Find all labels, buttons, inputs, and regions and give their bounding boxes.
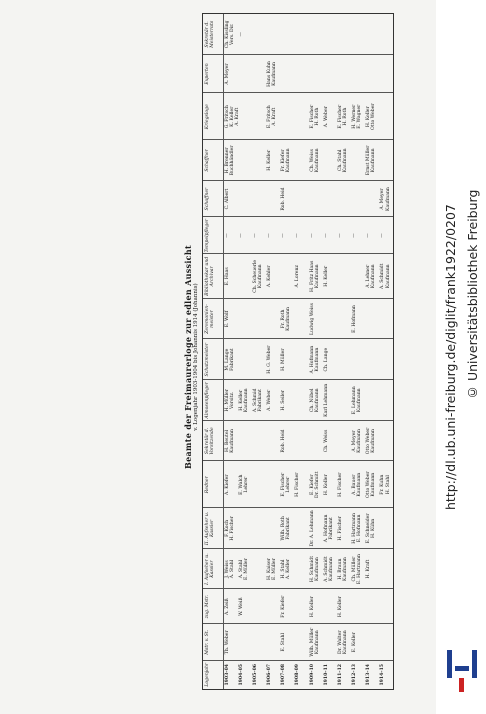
table-cell (352, 15, 364, 54)
table-cell: — (238, 233, 244, 238)
table-cell (253, 141, 265, 180)
table-cell: — (238, 32, 244, 37)
column-divider (203, 507, 393, 508)
table-cell (352, 182, 364, 217)
table-cell: Otto Weber Kaufmann (366, 471, 377, 498)
table-cell: Dr. A. Lehmann (309, 510, 315, 547)
table-cell: H. Müller Vorsitz. (224, 389, 235, 412)
table-cell (338, 340, 350, 379)
table-cell (253, 462, 265, 507)
table-cell: H. Keller (323, 474, 329, 496)
table-cell: A. Hofmann Fabrikant (323, 514, 334, 543)
column-header: Bibliothekar und Archivar (205, 256, 216, 296)
column-header: zug. Mstr. (205, 595, 210, 619)
table-cell (380, 94, 392, 139)
table-cell: A. Schmidt Kaufmann (380, 263, 391, 290)
table-cell (324, 300, 336, 339)
table-cell: — (281, 233, 287, 238)
table-cell: — (352, 233, 357, 238)
table-cell (267, 590, 279, 623)
table-cell (295, 422, 307, 461)
table-cell: A. Hofmann Kaufmann (309, 345, 320, 374)
column-divider (203, 54, 393, 55)
row-year-cell: 1905–06 (252, 664, 258, 686)
table-cell (239, 141, 251, 180)
table-cell (253, 625, 265, 660)
row-year-cell: 1911–12 (337, 664, 343, 686)
table-cell (295, 509, 307, 548)
table-cell (310, 422, 322, 461)
row-year-cell: 1904–05 (238, 664, 244, 686)
table-cell: — (252, 233, 258, 238)
table-cell: E. Keller (352, 632, 357, 653)
table-cell: E. Fischer H. Roth (309, 104, 320, 129)
column-divider (203, 623, 393, 624)
column-header: Kriegsloge (205, 104, 210, 130)
table-cell (267, 182, 279, 217)
table-cell (295, 141, 307, 180)
table-cell: E. Stahl (281, 633, 287, 652)
table-cell (338, 182, 350, 217)
table-cell (253, 182, 265, 217)
table-cell (239, 56, 251, 93)
logo-bar-right (472, 650, 477, 678)
column-header: Almosenpfleger (205, 382, 210, 419)
table-cell: Ludwig Weiss (309, 302, 315, 335)
column-divider (203, 253, 393, 254)
table-cell: H. Brenner Buchhändler (224, 145, 235, 176)
table-cell: H. G. Weber (267, 345, 272, 374)
table-cell: E. Walch Lehrer (238, 474, 249, 495)
table-cell (310, 15, 322, 54)
table-cell (324, 141, 336, 180)
table-cell: A. Schmid Fabrikant (252, 388, 264, 413)
table-cell (253, 422, 265, 461)
table-cell (239, 255, 251, 298)
table-cell: H. Fischer (337, 472, 343, 497)
table-cell (239, 509, 251, 548)
ub-freiburg-logo (445, 648, 479, 694)
table-cell (380, 141, 392, 180)
column-header: Schaffner (205, 149, 210, 172)
column-divider (203, 589, 393, 590)
logo-bar-middle (455, 666, 469, 671)
table-cell: — (267, 233, 272, 238)
table-cell (310, 56, 322, 93)
table-cell: H. Hartmann E. Hofmann (352, 513, 363, 544)
table-cell: A. Bauer Kaufmann (352, 472, 363, 497)
logo-bar-red (459, 678, 464, 692)
table-cell: F. Koch H. Fischer (224, 516, 235, 541)
table-cell (366, 182, 378, 217)
table-cell (310, 182, 322, 217)
row-year-cell: 1908–09 (295, 664, 301, 686)
table-cell: — (295, 233, 301, 238)
table-cell: Fr. Kiefer (281, 595, 287, 618)
table-cell (352, 590, 364, 623)
column-header: Tempelpfleger (205, 218, 210, 253)
column-header: Sekretär d. Meisterrats (205, 20, 216, 48)
table-cell: Rob. Heid (281, 429, 287, 453)
table-cell: E. Fischer H. Roth (337, 104, 349, 129)
table-cell (253, 56, 265, 93)
table-cell: A. Kiefer (224, 474, 230, 495)
table-cell (324, 56, 336, 93)
table-cell (366, 590, 378, 623)
table-cell (324, 590, 336, 623)
table-cell: A. Stahl E. Müller (238, 558, 249, 580)
table-cell: E. Fritsch A. Kraft (267, 105, 278, 129)
table-cell (281, 255, 293, 298)
table-cell (366, 625, 378, 660)
column-header: Logenjahr (205, 662, 210, 687)
table-cell: Fr. Kuhn H. Stahl (380, 474, 391, 495)
footer-url[interactable]: http://dl.ub.uni-freiburg.de/diglit/frank1922/0207 (443, 204, 458, 510)
document-subtitle: v. Logenjahr 1903-1904 bis Johannis 1914 (Johannis) (193, 283, 199, 431)
table-cell: H. Fischer (337, 516, 343, 541)
table-cell: A. Lehner Kaufmann (366, 264, 377, 289)
table-cell (324, 15, 336, 54)
column-header: Schatzmeister (205, 342, 210, 377)
table-cell (380, 550, 392, 589)
table-cell: H. Werner E. Wagner (352, 104, 363, 129)
table-cell (295, 182, 307, 217)
table-cell: — (366, 233, 372, 238)
row-year-cell: 1906–07 (267, 664, 272, 686)
column-divider (203, 93, 393, 94)
column-divider (203, 420, 393, 421)
table-cell (239, 625, 251, 660)
table-cell (338, 381, 350, 420)
column-header: Mstr. v. St. (205, 629, 210, 655)
column-header: Zeremonien-meister (205, 304, 216, 334)
table-cell: H. Keller (309, 596, 315, 618)
table-cell (239, 422, 251, 461)
table-cell: E. Schneider H. Kühn (366, 513, 377, 544)
table-cell: — (337, 233, 343, 238)
table-cell: E. Lehmann Kaufmann (352, 386, 363, 415)
table-cell: Ernst Müller Kaufmann (366, 145, 377, 176)
table-cell: Ch. Weiss Kaufmann (309, 148, 320, 173)
table-cell: E. Haas (224, 267, 230, 286)
column-divider (203, 139, 393, 140)
table-cell (380, 590, 392, 623)
table-cell: Otto Weber Kaufmann (366, 427, 377, 455)
table-cell (380, 625, 392, 660)
table-cell: A. Weber (323, 106, 329, 128)
table-cell: C. Albert (224, 188, 230, 210)
table-cell: G. Fritsch K. Keller A. Kraft (224, 105, 240, 129)
column-divider (203, 217, 393, 218)
column-divider (203, 461, 393, 462)
table-cell (267, 625, 279, 660)
table-cell (253, 550, 265, 589)
table-cell (253, 300, 265, 339)
column-divider (203, 379, 393, 380)
table-cell (239, 340, 251, 379)
logo-bar-left (447, 650, 452, 678)
table-cell: H. Keller (267, 149, 272, 171)
table-cell (380, 381, 392, 420)
row-year-cell: 1914–15 (380, 664, 386, 686)
footer-copyright: © Universitätsbibliothek Freiburg (465, 189, 480, 400)
table-cell (338, 422, 350, 461)
table-cell (267, 300, 279, 339)
table-cell: Fr. Roth Kaufmann (281, 307, 292, 331)
table-cell: Hans Kuhn Kaufmann (267, 61, 278, 87)
table-cell (366, 300, 378, 339)
table-cell (295, 340, 307, 379)
header-divider (223, 14, 224, 689)
table-cell (281, 56, 293, 93)
column-header: Sekretär d. Vorsitzende (205, 427, 216, 455)
column-divider (203, 180, 393, 181)
table-cell: A. Kehler (267, 265, 272, 288)
table-cell (324, 625, 336, 660)
table-cell: H. Schmidt Kaufmann (309, 555, 320, 583)
table-cell (239, 182, 251, 217)
table-cell: H. Fischer (295, 472, 301, 497)
table-cell (380, 509, 392, 548)
table-cell (295, 300, 307, 339)
table-cell: A. Meyer Kaufmann (380, 187, 391, 211)
table-cell: W. Weiß (238, 597, 244, 616)
table-cell (267, 509, 279, 548)
document-title: Beamte der Freimaurerloge zur edlen Aussicht (183, 245, 193, 469)
row-year-cell: 1913–14 (366, 664, 372, 686)
table-cell: J. Weiss A. Stahl (224, 559, 235, 579)
row-year-cell: 1910–11 (323, 664, 329, 686)
table-cell (324, 182, 336, 217)
table-cell (352, 340, 364, 379)
table-cell: Karl Lehmann (323, 383, 329, 417)
table-cell (338, 300, 350, 339)
column-header: I. Aufseher u. Kassier (205, 553, 216, 585)
table-cell (295, 15, 307, 54)
table-cell (281, 94, 293, 139)
table-cell: A. Lorenz (295, 265, 301, 288)
table-cell (338, 56, 350, 93)
column-header: II. Aufseher u. Kassier (205, 511, 216, 546)
table-cell (267, 422, 279, 461)
table-cell: A. Weber (267, 389, 272, 411)
table-cell (239, 94, 251, 139)
table-cell (267, 15, 279, 54)
table-cell (253, 340, 265, 379)
table-cell (295, 94, 307, 139)
table-cell: A. Meyer (224, 63, 230, 85)
table-cell: — (224, 233, 230, 238)
row-year-cell: 1909–10 (309, 664, 315, 686)
table-cell: Ch. Kissling Vers. Dir. (224, 20, 235, 49)
table-cell (380, 56, 392, 93)
column-header: Redner (205, 476, 210, 494)
table-cell: A. Zeiß (224, 598, 230, 616)
table-cell: H. Keller (323, 265, 329, 287)
table-cell: A. Schmidt Kaufmann (323, 556, 334, 582)
table-cell: H. Kraft (366, 559, 372, 579)
table-cell (281, 15, 293, 54)
officers-table (202, 13, 394, 690)
table-cell: E. Wolf (224, 310, 230, 328)
table-cell (253, 94, 265, 139)
table-cell (380, 15, 392, 54)
table-cell (380, 340, 392, 379)
table-cell (338, 15, 350, 54)
table-cell: H. Keller Kaufmann (238, 388, 249, 413)
table-cell: H. Stahl A. Keller (281, 559, 292, 580)
table-cell: E. Kiefer Dr. Schmitt (309, 471, 320, 498)
row-year-cell: 1912–13 (352, 664, 357, 686)
column-header: Experten (205, 63, 210, 85)
table-cell (295, 381, 307, 420)
table-cell: Ch. Stahl Kaufmann (337, 148, 349, 173)
table-cell (380, 300, 392, 339)
table-cell (380, 422, 392, 461)
column-divider (203, 660, 393, 661)
table-cell (366, 381, 378, 420)
table-cell: Ch. Müller E. Hartmann (352, 554, 363, 585)
column-divider (203, 339, 393, 340)
table-cell: E. Fischer Lehrer (281, 472, 292, 497)
table-cell (239, 300, 251, 339)
column-divider (203, 298, 393, 299)
table-cell: Ch. Weiss (323, 429, 329, 453)
table-cell: — (380, 233, 386, 238)
table-cell: H. Keller (337, 596, 343, 618)
column-divider (203, 548, 393, 549)
table-cell (295, 550, 307, 589)
row-year-cell: 1903–04 (224, 664, 230, 686)
table-cell: M. Lange Fabrikant (224, 348, 235, 371)
table-cell: H. Müller (281, 348, 287, 371)
row-year-cell: 1907–08 (281, 664, 287, 686)
table-cell (267, 462, 279, 507)
column-header: Schaffner (205, 187, 210, 211)
table-cell (295, 625, 307, 660)
table-cell: Wilh. Müller Kaufmann (309, 627, 320, 657)
table-cell: E. Hofmann (352, 305, 357, 333)
table-cell: H. Kaiser E. Müller (267, 558, 278, 580)
table-cell (366, 15, 378, 54)
table-cell: Ch. Scheuerle Kaufmann (252, 259, 264, 293)
table-cell: Ch. Nübel Kaufmann (309, 388, 320, 413)
table-cell: Fr. Kiefer Kaufmann (281, 148, 292, 173)
table-cell: H. Beutel Kaufmann (224, 429, 235, 453)
table-cell: H. Keller Otto Weber (366, 103, 377, 130)
table-cell: — (323, 233, 329, 238)
table-cell: — (309, 233, 315, 238)
table-cell (253, 590, 265, 623)
table-cell: A. Meyer Kaufmann (352, 429, 363, 453)
table-cell (253, 509, 265, 548)
table-cell (295, 590, 307, 623)
table-cell (366, 340, 378, 379)
table-cell (253, 15, 265, 54)
table-cell (352, 255, 364, 298)
table-cell: H. Seiler (281, 389, 287, 411)
table-cell: Dr. Walter Kaufmann (337, 630, 349, 655)
table-cell (352, 141, 364, 180)
table-cell: Wilh. Roth Fabrikant (281, 516, 292, 541)
table-cell (366, 56, 378, 93)
table-cell: H. Fritz Haas Kaufmann (309, 260, 320, 292)
table-cell: Rob. Heid (281, 187, 287, 211)
table-cell: Th. Weber (224, 630, 230, 655)
table-cell (295, 56, 307, 93)
table-cell: Ch. Lange (323, 347, 329, 372)
table-cell: H. Braun Kaufmann (337, 557, 349, 581)
table-cell (352, 56, 364, 93)
table-cell (338, 255, 350, 298)
